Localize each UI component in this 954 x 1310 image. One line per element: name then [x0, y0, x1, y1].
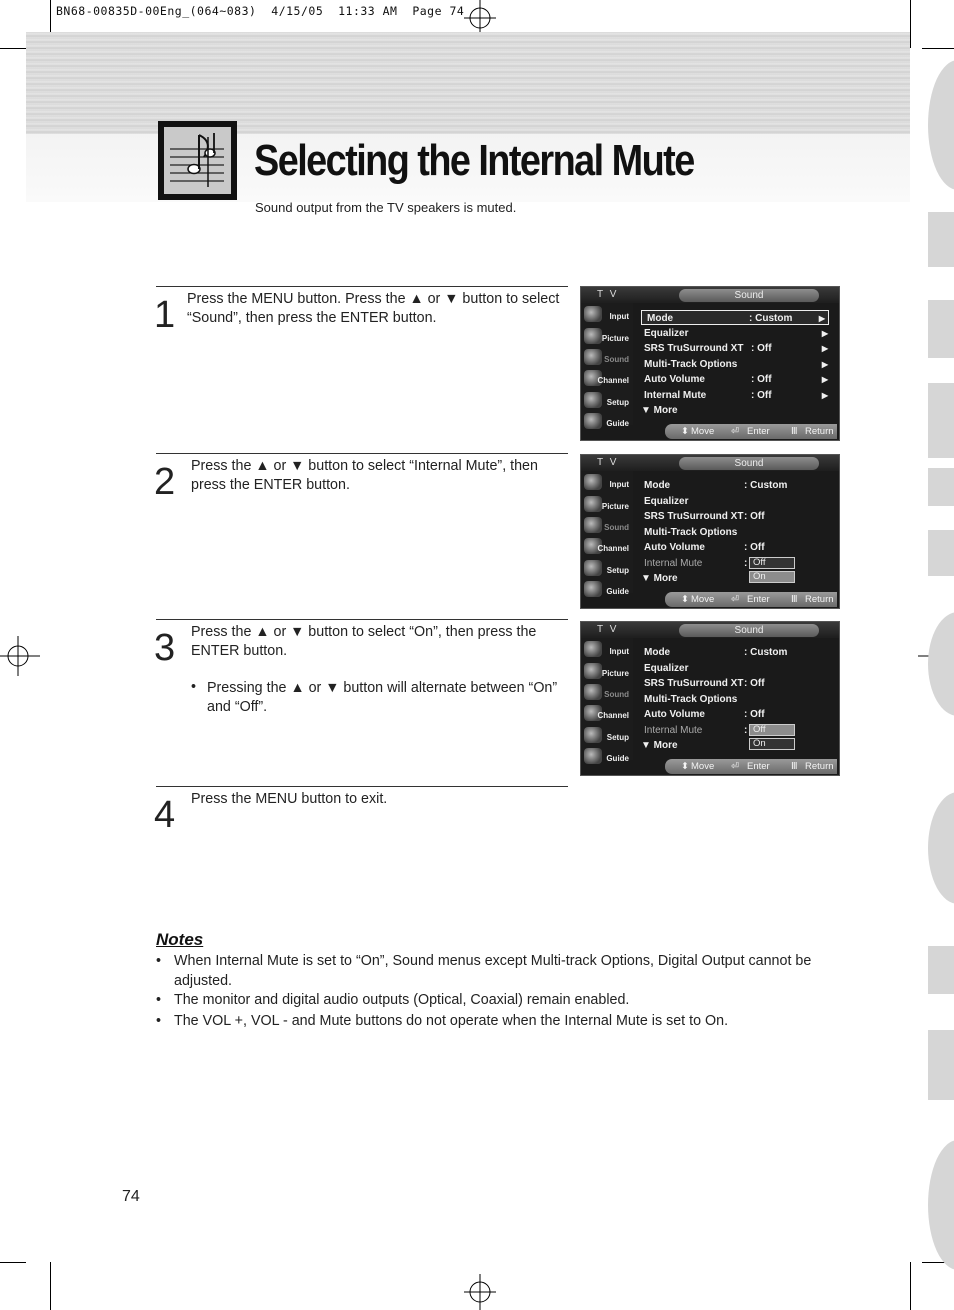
registration-mark-icon — [462, 1274, 498, 1310]
osd-menu-row: Internal Mute : Off ▶ — [644, 390, 828, 401]
tv-osd-screen — [580, 286, 840, 441]
tv-osd-screen — [580, 454, 840, 609]
page-number: 74 — [122, 1188, 140, 1205]
return-icon: Ⅲ — [791, 761, 798, 772]
osd-help-bar: ⬍ Move ⏎ Enter Ⅲ Return — [665, 424, 837, 439]
osd-sidebar-item: Input — [583, 473, 631, 493]
registration-mark-icon — [462, 0, 498, 36]
header-band — [26, 32, 910, 134]
input-icon — [584, 641, 602, 657]
picture-icon — [584, 328, 602, 344]
edge-tab — [928, 383, 954, 458]
osd-menu-row: Internal Mute : — [644, 725, 748, 736]
edge-tab — [928, 612, 954, 716]
osd-sidebar-item: Channel — [583, 537, 631, 557]
input-icon — [584, 474, 602, 490]
note-item: • When Internal Mute is set to “On”, Sound menus except Multi-track Options, Digital Output cannot be adjusted. — [156, 953, 812, 989]
osd-menu-row: Auto Volume : Off ▶ — [644, 374, 828, 385]
return-icon: Ⅲ — [791, 594, 798, 605]
page-subtitle: Sound output from the TV speakers is muted. — [255, 200, 517, 215]
osd-help-bar: ⬍ Move ⏎ Enter Ⅲ Return — [665, 592, 837, 607]
edge-tab — [928, 468, 954, 506]
arrow-right-icon: ▶ — [821, 375, 828, 384]
enter-icon: ⏎ — [731, 594, 739, 605]
osd-menu-row: Mode : Custom — [644, 480, 788, 491]
step-bullet-text: Pressing the ▲ or ▼ button will alternate between “On” and “Off”. — [207, 680, 558, 715]
step-number: 2 — [154, 461, 176, 503]
osd-sidebar-item: Picture — [583, 662, 631, 682]
osd-menu-title: Sound — [679, 289, 819, 302]
guide-icon — [584, 413, 602, 429]
picture-icon — [584, 496, 602, 512]
crop-mark — [910, 0, 911, 48]
return-icon: Ⅲ — [791, 426, 798, 437]
input-icon — [584, 306, 602, 322]
crop-mark — [0, 1262, 26, 1263]
sound-icon — [584, 684, 602, 700]
edge-tab — [928, 60, 954, 190]
osd-menu-row: Multi-Track Options — [644, 527, 738, 538]
osd-sidebar-item: Picture — [583, 327, 631, 347]
osd-sidebar-item: Input — [583, 305, 631, 325]
arrow-right-icon: ▶ — [821, 344, 828, 353]
osd-menu-row: ▼ More — [641, 740, 678, 751]
registration-mark-icon — [0, 636, 40, 676]
osd-sidebar-item: Setup — [583, 559, 631, 579]
osd-menu-row: Mode : Custom — [644, 647, 788, 658]
move-icon: ⬍ — [681, 426, 689, 437]
note-item: • The VOL +, VOL - and Mute buttons do not operate when the Internal Mute is set to On. — [156, 1013, 729, 1029]
osd-menu-row: SRS TruSurround XT : Off — [644, 511, 765, 522]
osd-sidebar-item: Setup — [583, 726, 631, 746]
osd-menu-row: Equalizer — [644, 496, 689, 507]
notes-heading: Notes — [156, 930, 204, 949]
print-header: BN68-00835D-00Eng_(064~083) 4/15/05 11:33 AM Page 74 — [56, 4, 465, 18]
osd-help-bar: ⬍ Move ⏎ Enter Ⅲ Return — [665, 759, 837, 774]
arrow-right-icon: ▶ — [818, 314, 825, 323]
osd-menu-title: Sound — [679, 624, 819, 637]
step-divider — [156, 453, 568, 454]
osd-tv-label: T V — [597, 289, 619, 300]
osd-sidebar-item: Guide — [583, 580, 631, 600]
edge-tab — [928, 530, 954, 576]
step-text: Press the ▲ or ▼ button to select “On”, then press the ENTER button. — [191, 624, 537, 659]
arrow-right-icon: ▶ — [821, 391, 828, 400]
guide-icon — [584, 748, 602, 764]
step-text: Press the MENU button to exit. — [191, 791, 388, 807]
tv-osd-screen — [580, 621, 840, 776]
osd-menu-row: ▼ More — [641, 405, 678, 416]
osd-sidebar-item: Input — [583, 640, 631, 660]
page-title: Selecting the Internal Mute — [254, 136, 694, 185]
osd-tv-label: T V — [597, 457, 619, 468]
arrow-right-icon: ▶ — [821, 329, 828, 338]
osd-sidebar — [581, 471, 633, 596]
osd-sidebar-item: Setup — [583, 391, 631, 411]
step-number: 1 — [154, 294, 176, 336]
osd-menu-title: Sound — [679, 457, 819, 470]
step-divider — [156, 286, 568, 287]
osd-sidebar-item: Sound — [583, 348, 631, 368]
step-number: 4 — [154, 794, 176, 836]
step-text: Press the MENU button. Press the ▲ or ▼ button to select “Sound”, then press the ENTER button. — [187, 291, 560, 326]
bullet: • — [191, 679, 197, 695]
step-divider — [156, 786, 568, 787]
enter-icon: ⏎ — [731, 761, 739, 772]
osd-option-on: On — [749, 738, 795, 750]
edge-tab — [928, 1030, 954, 1100]
osd-option-off: Off — [749, 557, 795, 569]
step-number: 3 — [154, 627, 176, 669]
move-icon: ⬍ — [681, 594, 689, 605]
osd-menu-row: Multi-Track Options — [644, 694, 738, 705]
setup-icon — [584, 727, 602, 743]
step-text: Press the ▲ or ▼ button to select “Internal Mute”, then press the ENTER button. — [191, 458, 538, 493]
osd-sidebar-item: Guide — [583, 747, 631, 767]
osd-menu-row: Auto Volume : Off — [644, 542, 765, 553]
osd-menu-row: Equalizer — [644, 663, 689, 674]
osd-sidebar-item: Sound — [583, 516, 631, 536]
osd-menu-row: Internal Mute : — [644, 558, 748, 569]
osd-menu-row: Mode : Custom ▶ — [641, 310, 829, 325]
move-icon: ⬍ — [681, 761, 689, 772]
osd-sidebar — [581, 638, 633, 763]
osd-menu-row: Multi-Track Options ▶ — [644, 359, 828, 370]
step-divider — [156, 619, 568, 620]
osd-menu-row: ▼ More — [641, 573, 678, 584]
osd-option-on: On — [749, 571, 795, 583]
osd-sidebar — [581, 303, 633, 428]
edge-tab — [928, 212, 954, 267]
edge-tab — [928, 792, 954, 904]
osd-menu-row: SRS TruSurround XT : Off ▶ — [644, 343, 828, 354]
sound-icon — [584, 349, 602, 365]
osd-sidebar-item: Channel — [583, 369, 631, 389]
guide-icon — [584, 581, 602, 597]
setup-icon — [584, 392, 602, 408]
osd-sidebar-item: Channel — [583, 704, 631, 724]
osd-menu-row: Auto Volume : Off — [644, 709, 765, 720]
sound-icon — [584, 517, 602, 533]
osd-sidebar-item: Picture — [583, 495, 631, 515]
edge-tab — [928, 1140, 954, 1270]
note-item: • The monitor and digital audio outputs (Optical, Coaxial) remain enabled. — [156, 992, 630, 1008]
osd-sidebar-item: Guide — [583, 412, 631, 432]
edge-tab — [928, 946, 954, 994]
right-edge-tabs — [928, 0, 954, 1310]
arrow-right-icon: ▶ — [821, 360, 828, 369]
osd-option-off: Off — [749, 724, 795, 736]
osd-menu-row: Equalizer ▶ — [644, 328, 828, 339]
enter-icon: ⏎ — [731, 426, 739, 437]
osd-tv-label: T V — [597, 624, 619, 635]
setup-icon — [584, 560, 602, 576]
osd-sidebar-item: Sound — [583, 683, 631, 703]
edge-tab — [928, 300, 954, 358]
music-note-icon — [158, 121, 237, 200]
osd-menu-row: SRS TruSurround XT : Off — [644, 678, 765, 689]
picture-icon — [584, 663, 602, 679]
crop-mark — [0, 48, 26, 49]
crop-mark — [910, 1262, 911, 1310]
crop-mark — [50, 1262, 51, 1310]
